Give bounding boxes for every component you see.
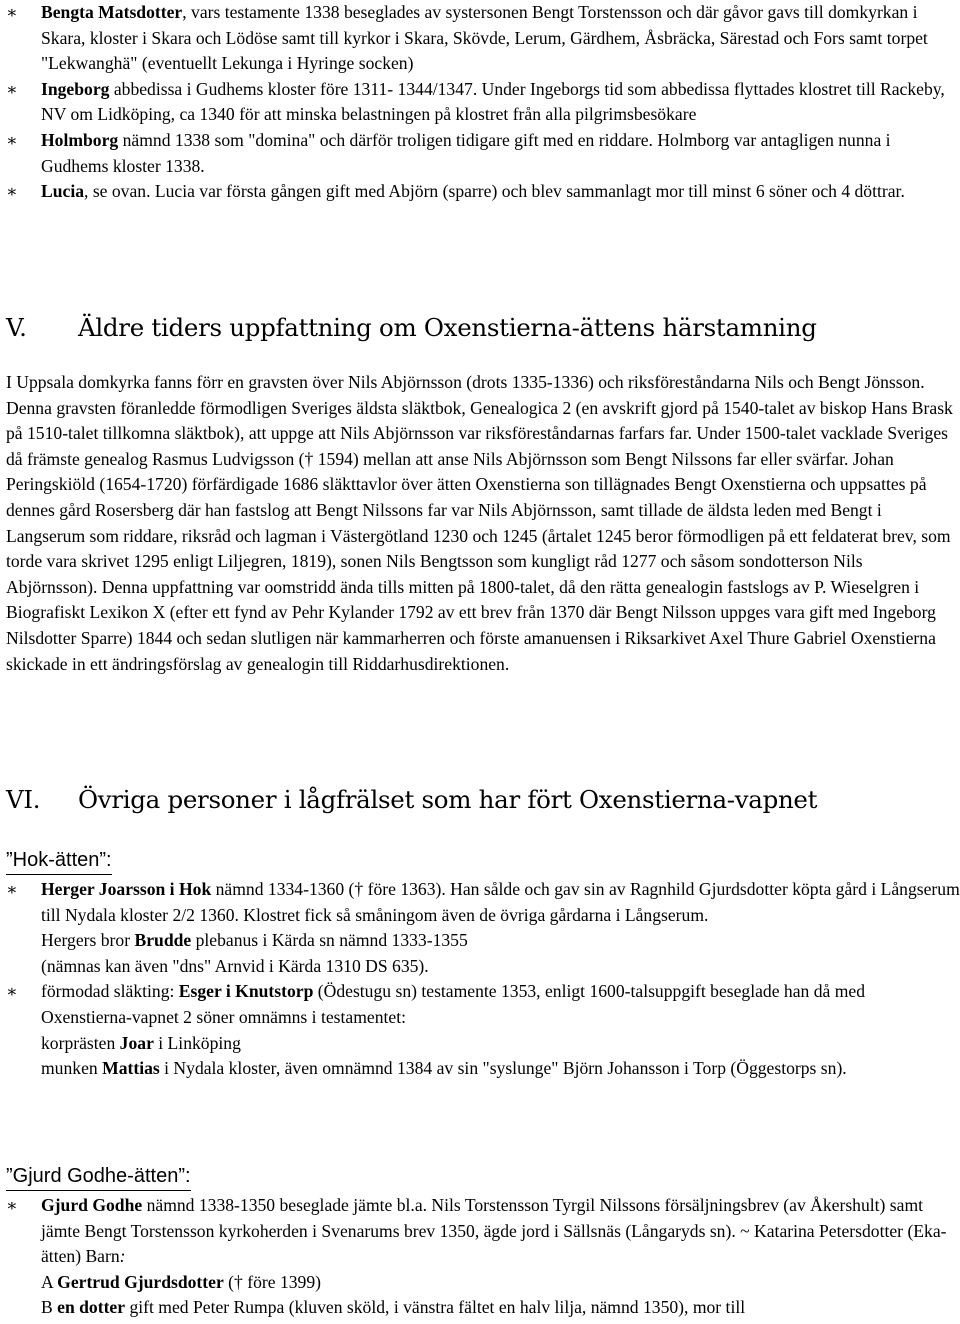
list-item xyxy=(0,1193,960,1321)
section-6-heading xyxy=(6,785,817,815)
person-name: Ingeborg xyxy=(41,78,110,99)
item-text: (Ödestugu sn) testamente 1353, enligt 1600-talsuppgift beseglade han då med Oxenstierna-vapnet 2 söner omnämns i testamentet: xyxy=(41,981,866,1027)
person-name: Herger Joarsson i Hok xyxy=(41,879,212,899)
section-5-heading xyxy=(6,313,817,343)
bullet-asterisk-icon: ∗ xyxy=(6,182,18,202)
item-text: nämnd 1338 som "domina" och därför troligen tidigare gift med en riddare. Holmborg var antagligen nunna i Gudhems kloster 1338. xyxy=(41,129,891,176)
item-text: förmodad släkting: xyxy=(41,981,179,1002)
list-item xyxy=(0,77,960,128)
child-label: A xyxy=(41,1271,58,1292)
list-item xyxy=(0,979,960,1081)
item-text: , se ovan. Lucia var första gången gift med Abjörn (sparre) och blev sammanlagt mor till minst 6 söner och 4 döttrar. xyxy=(84,181,905,202)
list-item xyxy=(0,877,960,979)
person-name: Esger i Knutstorp xyxy=(178,981,314,1002)
item-text: korprästen xyxy=(41,1032,120,1053)
item-text: : xyxy=(119,1246,126,1267)
item-text: abbedissa i Gudhems kloster före 1311- 1344/1347. Under Ingeborgs tid som abbedissa flyttades klostret till Rackeby, NV om Lidköping, ca 1340 för att minska belastningen på klostret från alla pilgrimsbesökare xyxy=(41,78,945,125)
section-title: Äldre tiders uppfattning om Oxenstierna-ättens härstamning xyxy=(78,313,817,342)
item-text: plebanus i Kärda sn nämnd 1333-1355 xyxy=(191,930,468,951)
nuns-list xyxy=(0,0,960,205)
hok-subheading: ”Hok-ätten”: xyxy=(6,847,112,875)
item-text: nämnd 1338-1350 beseglade jämte bl.a. Nils Torstensson Tyrgil Nilssons försäljningsbrev (av Åkershult) samt jämte Bengt Torstensson kyrkoherden i Svenarums brev 1350, ägde jord i Sällsnäs (Långaryds sn). ~ Katarina Petersdotter (Eka-ätten) Barn xyxy=(41,1195,947,1267)
list-item xyxy=(0,179,960,205)
person-name: Gjurd Godhe xyxy=(41,1195,143,1215)
person-name: Mattias xyxy=(102,1058,160,1079)
list-item xyxy=(0,0,960,77)
bullet-asterisk-icon: ∗ xyxy=(6,880,18,899)
gjurd-subheading: ”Gjurd Godhe-ätten”: xyxy=(6,1163,191,1191)
section-number: V. xyxy=(6,313,27,342)
item-text: († före 1399) xyxy=(223,1271,322,1292)
bullet-asterisk-icon: ∗ xyxy=(6,982,18,1002)
item-text: i Nydala kloster, även omnämnd 1384 av sin "syslunge" Björn Johansson i Torp (Öggestorps sn). xyxy=(159,1058,847,1079)
bullet-asterisk-icon: ∗ xyxy=(6,130,18,150)
section-number: VI. xyxy=(6,785,41,814)
section-5-body: I Uppsala domkyrka fanns förr en gravsten över Nils Abjörnsson (drots 1335-1336) och riksföreståndarna Nils och Bengt Jönsson. Denna gravsten föranledde förmodligen Sveriges äldsta släktbok, Genealogica 2 (en avskrift gjord på 1540-talet av biskop Hans Brask på 1510-talet tillkomna släktbok), att uppge att Nils Abjörnsson var riksföreståndarnas farfars far. Under 1500-talet vacklade Sveriges då främste genealog Rasmus Ludvigsson († 1594) mellan att anse Nils Abjörnsson som Bengt Nilssons far eller svärfar. Johan Peringskiöld (1654-1720) förfärdigade 1686 släkttavlor över ätten Oxenstierna son tillägnades Bengt Oxenstierna och uppsattes på dennes gård Rosersberg där han fastslog att Bengt Nilssons far var Nils Abjörnsson, samt tillade de äldsta leden med Bengt i Langserum som riddare, riksråd och lagman i Västergötland 1230 och 1245 (årtalet 1245 beror förmodligen på ett feldaterat brev, som torde vara skrivet 1295 enligt Liljegren, 1819), sonen Nils Bengtsson som kungligt råd 1277 och såsom sondotterson Nils Abjörnsson). Denna uppfattning var oomstridd ända tills mitten på 1800-talet, då den rätta genealogin fastslogs av P. Wieselgren i Biografiskt Lexikon X (efter ett fynd av Pehr Kylander 1792 av ett brev från 1370 där Bengt Nilsson uppges vara gift med Ingeborg Nilsdotter Sparre) 1844 och sedan slutligen när kammarherren och förste amanuensen i Riksarkivet Axel Thure Gabriel Oxenstierna skickade in ett ändringsförslag av genealogin till Riddarhusdirektionen. xyxy=(6,372,953,674)
person-name: Holmborg xyxy=(41,129,119,150)
person-name: Joar xyxy=(119,1032,154,1053)
person-name: en dotter xyxy=(57,1297,126,1318)
item-text: i Linköping xyxy=(153,1032,241,1053)
person-name: Brudde xyxy=(134,930,192,951)
list-item xyxy=(0,128,960,179)
hok-list xyxy=(0,877,960,1082)
item-text: gift med Peter Rumpa (kluven sköld, i vänstra fältet en halv lilja, nämnd 1350), mor till xyxy=(125,1297,746,1318)
person-name: Lucia xyxy=(41,181,85,202)
person-name: Gertrud Gjurdsdotter xyxy=(57,1271,224,1292)
item-text: (nämnas kan även "dns" Arnvid i Kärda 1310 DS 635). xyxy=(41,955,429,976)
bullet-asterisk-icon: ∗ xyxy=(6,1196,18,1215)
section-title: Övriga personer i lågfrälset som har fört Oxenstierna-vapnet xyxy=(78,785,818,814)
bullet-asterisk-icon: ∗ xyxy=(6,3,18,22)
bullet-asterisk-icon: ∗ xyxy=(6,79,18,99)
person-name: Bengta Matsdotter xyxy=(41,2,183,22)
item-text: nämnd 1334-1360 († före 1363). Han sålde och gav sin av Ragnhild Gjurdsdotter köpta gård i Långserum till Nydala kloster 2/2 1360. Klostret fick så småningom även de övriga gårdarna i Långserum. xyxy=(41,879,960,925)
item-text: , vars testamente 1338 beseglades av systersonen Bengt Torstensson och där gåvor gavs till domkyrkan i Skara, kloster i Skara och Lödöse samt till kyrkor i Skara, Skövde, Lerum, Gärdhem, Åsbräcka, Särestad och Fors samt torpet "Lekwanghä" (eventuellt Lekunga i Hyringe socken) xyxy=(41,2,928,74)
gjurd-list xyxy=(0,1193,960,1321)
child-label: B xyxy=(41,1297,58,1318)
item-text: Hergers bror xyxy=(41,930,135,951)
item-text: munken xyxy=(41,1058,103,1079)
